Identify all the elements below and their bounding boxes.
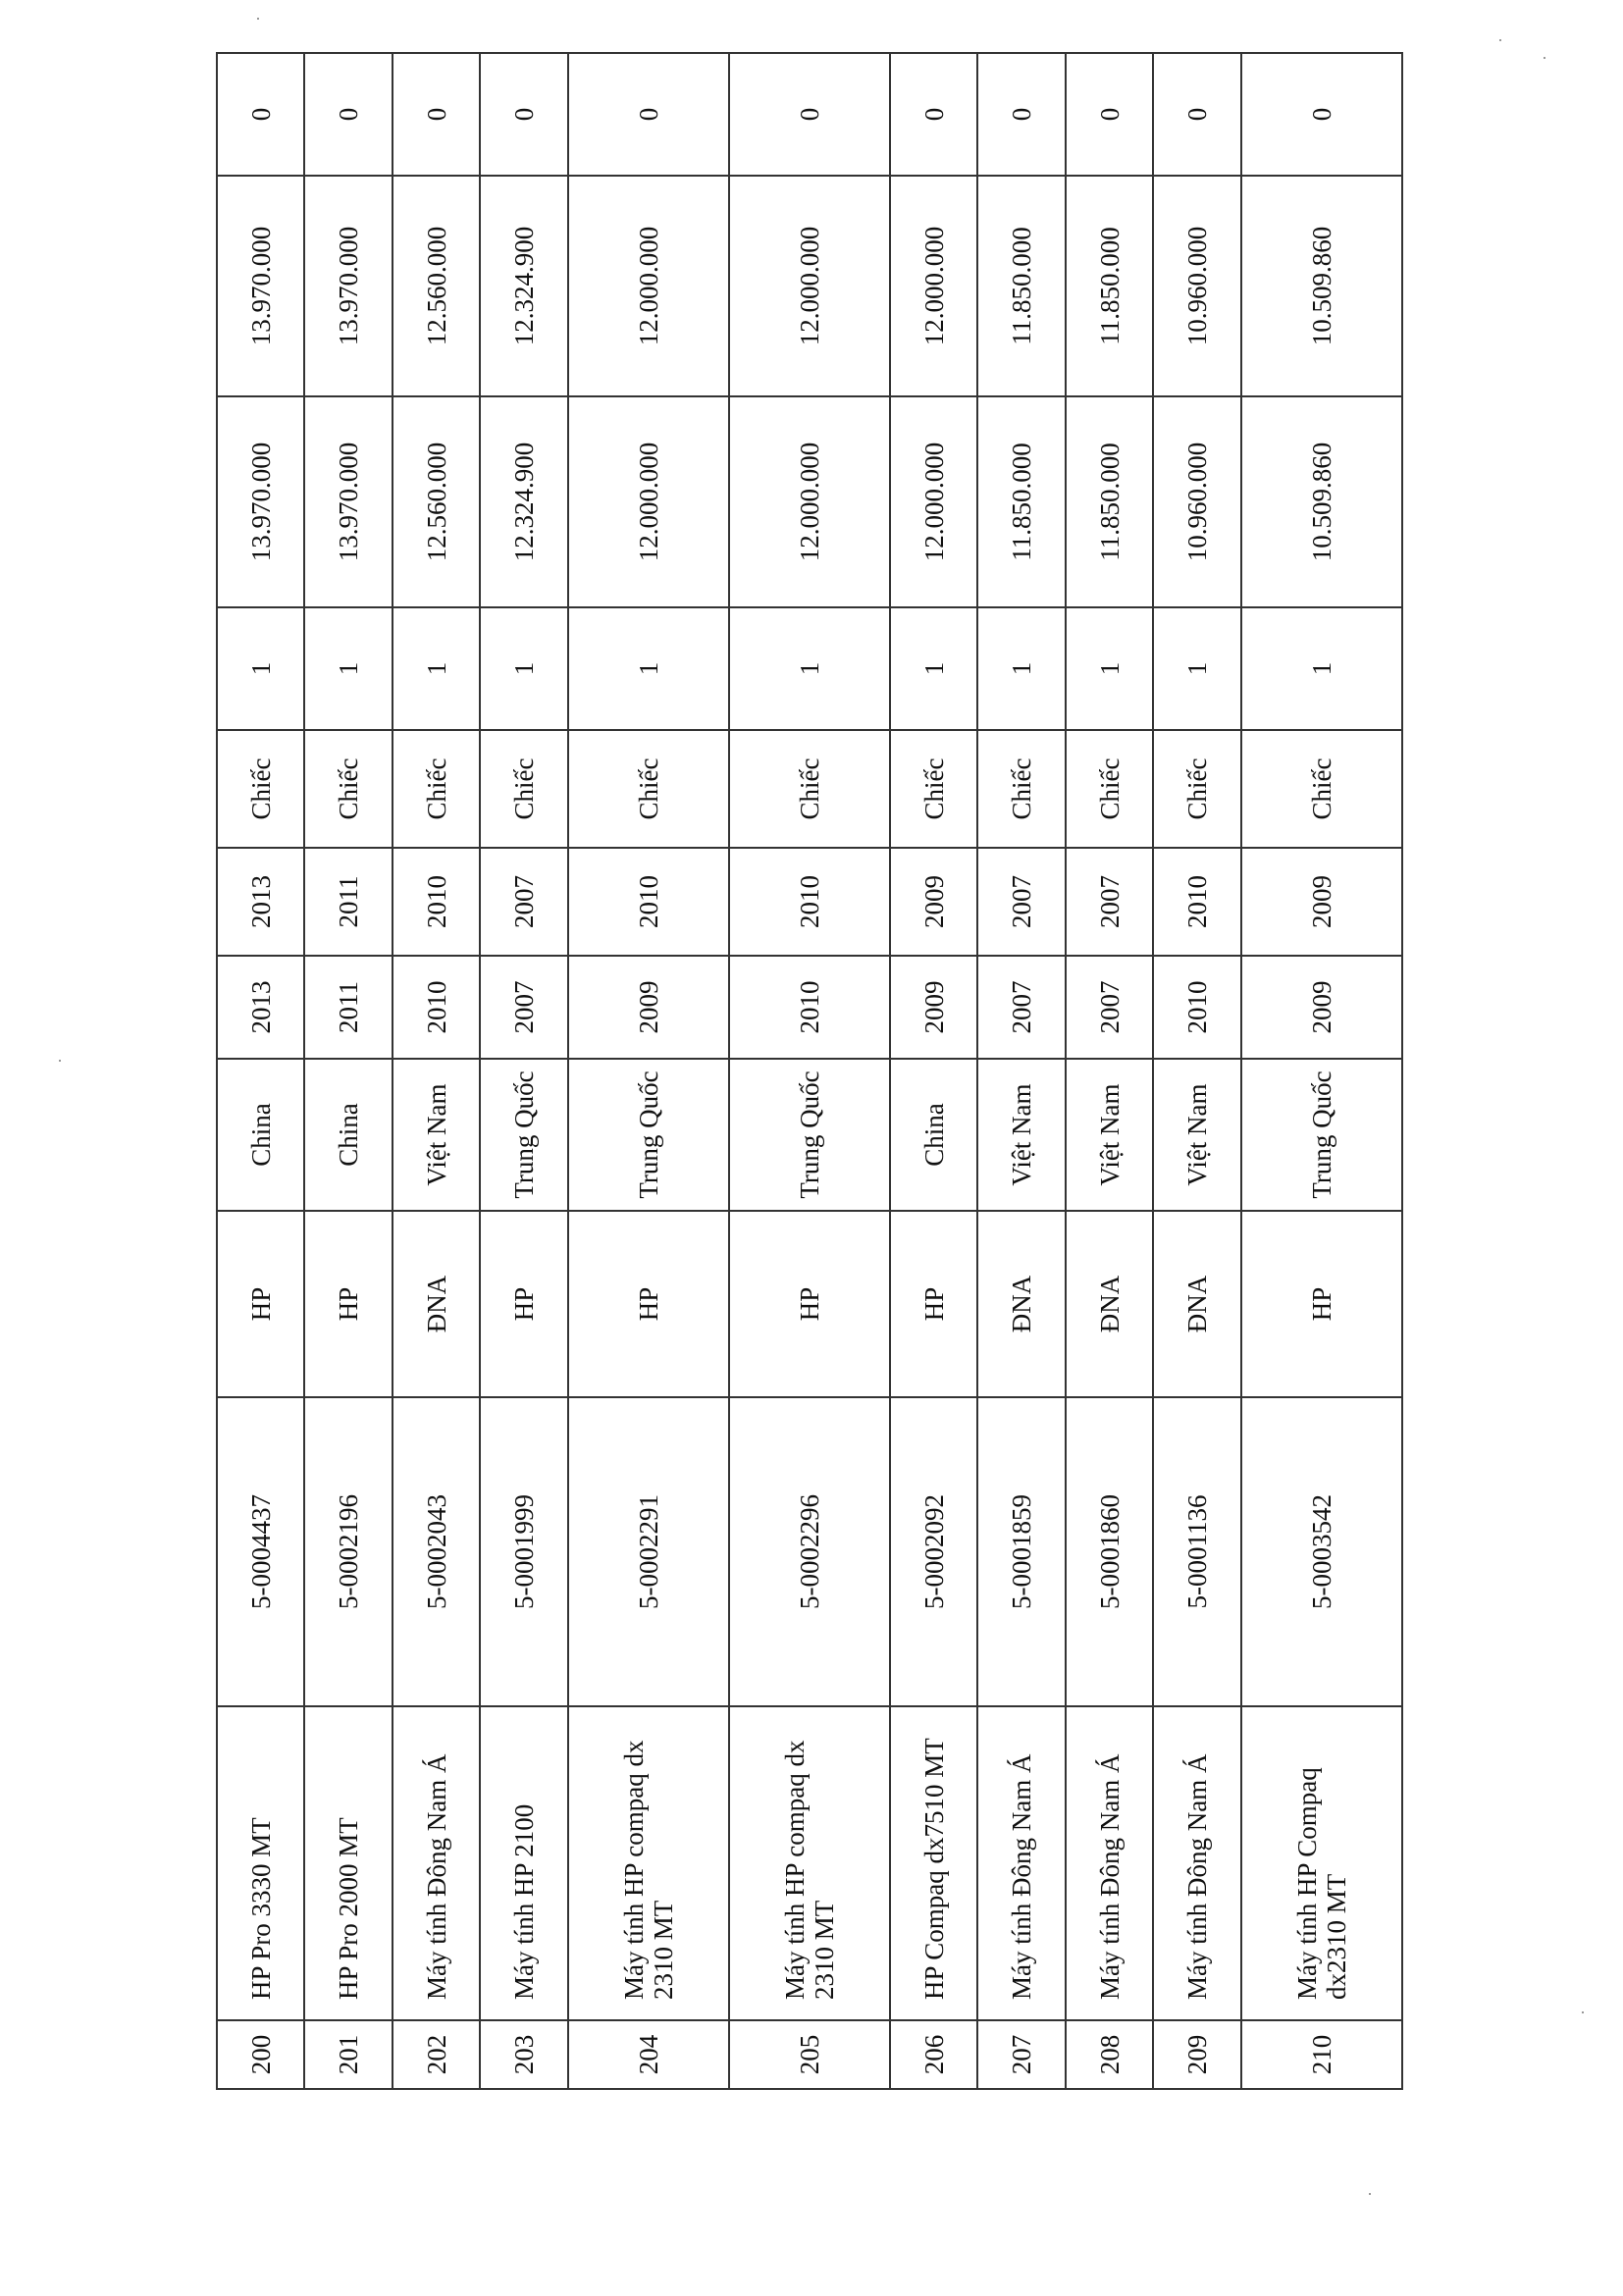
table-row [217,53,304,2089]
origin-cell: Trung Quốc [1241,1059,1402,1211]
row-number-cell: 204 [568,2020,729,2089]
year-use-cell: 2007 [480,848,567,956]
asset-code-cell: 5-0001860 [1066,1397,1153,1706]
book-value-cell: 11.850.000 [977,176,1065,396]
row-number-cell: 206 [890,2020,977,2089]
remaining-value-cell: 0 [217,53,304,176]
year-made-cell: 2011 [304,956,392,1059]
unit-cell: Chiếc [890,730,977,848]
table-row [568,53,729,2089]
asset-code-cell: 5-0002092 [890,1397,977,1706]
book-value-cell: 12.560.000 [393,176,480,396]
unit-cell: Chiếc [304,730,392,848]
origin-cell: Trung Quốc [480,1059,567,1211]
year-use-cell: 2007 [977,848,1065,956]
unit-cell: Chiếc [480,730,567,848]
asset-name-cell: Máy tính Đông Nam Á [977,1706,1065,2020]
scan-speck [1544,57,1545,59]
unit-cell: Chiếc [729,730,890,848]
table-body [217,53,1402,2089]
brand-cell: ĐNA [1153,1211,1240,1397]
book-value-cell: 13.970.000 [304,176,392,396]
asset-code-cell: 5-0002043 [393,1397,480,1706]
row-number-cell: 200 [217,2020,304,2089]
remaining-value-cell: 0 [480,53,567,176]
original-value-cell: 12.560.000 [393,396,480,607]
year-made-cell: 2007 [1066,956,1153,1059]
year-use-cell: 2010 [393,848,480,956]
remaining-value-cell: 0 [977,53,1065,176]
original-value-cell: 10.509.860 [1241,396,1402,607]
remaining-value-cell: 0 [393,53,480,176]
asset-name-cell: Máy tính HP Compaq dx2310 MT [1241,1706,1402,2020]
table-row [1241,53,1402,2089]
brand-cell: HP [568,1211,729,1397]
asset-code-cell: 5-0002296 [729,1397,890,1706]
unit-cell: Chiếc [393,730,480,848]
original-value-cell: 12.324.900 [480,396,567,607]
row-number-cell: 201 [304,2020,392,2089]
year-use-cell: 2010 [568,848,729,956]
origin-cell: Trung Quốc [568,1059,729,1211]
asset-code-cell: 5-0001136 [1153,1397,1240,1706]
remaining-value-cell: 0 [1153,53,1240,176]
year-made-cell: 2009 [568,956,729,1059]
quantity-cell: 1 [304,607,392,730]
year-made-cell: 2010 [1153,956,1240,1059]
book-value-cell: 12.000.000 [568,176,729,396]
origin-cell: Việt Nam [1066,1059,1153,1211]
year-made-cell: 2009 [890,956,977,1059]
table-row [304,53,392,2089]
asset-name-cell: HP Compaq dx7510 MT [890,1706,977,2020]
year-made-cell: 2009 [1241,956,1402,1059]
asset-name-cell: HP Pro 3330 MT [217,1706,304,2020]
brand-cell: HP [1241,1211,1402,1397]
row-number-cell: 203 [480,2020,567,2089]
quantity-cell: 1 [568,607,729,730]
asset-code-cell: 5-0002291 [568,1397,729,1706]
original-value-cell: 11.850.000 [1066,396,1153,607]
year-made-cell: 2007 [977,956,1065,1059]
remaining-value-cell: 0 [568,53,729,176]
quantity-cell: 1 [890,607,977,730]
brand-cell: ĐNA [977,1211,1065,1397]
remaining-value-cell: 0 [304,53,392,176]
year-use-cell: 2011 [304,848,392,956]
quantity-cell: 1 [393,607,480,730]
original-value-cell: 12.000.000 [890,396,977,607]
asset-name-cell: Máy tính HP compaq dx 2310 MT [729,1706,890,2020]
unit-cell: Chiếc [1153,730,1240,848]
book-value-cell: 10.960.000 [1153,176,1240,396]
origin-cell: Việt Nam [1153,1059,1240,1211]
quantity-cell: 1 [1153,607,1240,730]
brand-cell: HP [890,1211,977,1397]
scan-speck [1369,2193,1371,2195]
year-made-cell: 2010 [393,956,480,1059]
origin-cell: China [217,1059,304,1211]
year-use-cell: 2009 [1241,848,1402,956]
table-row [729,53,890,2089]
origin-cell: Trung Quốc [729,1059,890,1211]
quantity-cell: 1 [217,607,304,730]
unit-cell: Chiếc [217,730,304,848]
original-value-cell: 12.000.000 [729,396,890,607]
brand-cell: HP [480,1211,567,1397]
asset-name-cell: Máy tính Đông Nam Á [1066,1706,1153,2020]
original-value-cell: 10.960.000 [1153,396,1240,607]
row-number-cell: 209 [1153,2020,1240,2089]
brand-cell: HP [729,1211,890,1397]
quantity-cell: 1 [1241,607,1402,730]
asset-code-cell: 5-0001999 [480,1397,567,1706]
row-number-cell: 205 [729,2020,890,2089]
book-value-cell: 10.509.860 [1241,176,1402,396]
year-made-cell: 2013 [217,956,304,1059]
brand-cell: ĐNA [1066,1211,1153,1397]
brand-cell: HP [304,1211,392,1397]
brand-cell: ĐNA [393,1211,480,1397]
table-row [977,53,1065,2089]
quantity-cell: 1 [729,607,890,730]
year-made-cell: 2007 [480,956,567,1059]
scan-speck [59,1060,61,1062]
table-row [1066,53,1153,2089]
asset-name-cell: HP Pro 2000 MT [304,1706,392,2020]
asset-code-cell: 5-0001859 [977,1397,1065,1706]
asset-name-cell: Máy tính HP compaq dx 2310 MT [568,1706,729,2020]
year-use-cell: 2007 [1066,848,1153,956]
scan-speck [1582,2011,1584,2013]
book-value-cell: 11.850.000 [1066,176,1153,396]
scan-speck [1499,39,1501,41]
origin-cell: China [890,1059,977,1211]
asset-code-cell: 5-0003542 [1241,1397,1402,1706]
remaining-value-cell: 0 [1066,53,1153,176]
original-value-cell: 11.850.000 [977,396,1065,607]
asset-inventory-table [216,52,1403,2090]
row-number-cell: 208 [1066,2020,1153,2089]
asset-name-cell: Máy tính Đông Nam Á [1153,1706,1240,2020]
year-use-cell: 2010 [1153,848,1240,956]
remaining-value-cell: 0 [729,53,890,176]
table-row [1153,53,1240,2089]
year-use-cell: 2009 [890,848,977,956]
table-row [480,53,567,2089]
asset-name-cell: Máy tính Đông Nam Á [393,1706,480,2020]
scan-speck [257,18,259,20]
asset-name-cell: Máy tính HP 2100 [480,1706,567,2020]
book-value-cell: 13.970.000 [217,176,304,396]
year-use-cell: 2013 [217,848,304,956]
quantity-cell: 1 [977,607,1065,730]
unit-cell: Chiếc [1241,730,1402,848]
origin-cell: China [304,1059,392,1211]
row-number-cell: 210 [1241,2020,1402,2089]
quantity-cell: 1 [1066,607,1153,730]
unit-cell: Chiếc [1066,730,1153,848]
original-value-cell: 12.000.000 [568,396,729,607]
book-value-cell: 12.000.000 [729,176,890,396]
book-value-cell: 12.324.900 [480,176,567,396]
asset-code-cell: 5-0002196 [304,1397,392,1706]
rotated-table-sheet [216,54,1403,2090]
original-value-cell: 13.970.000 [304,396,392,607]
remaining-value-cell: 0 [890,53,977,176]
origin-cell: Việt Nam [977,1059,1065,1211]
unit-cell: Chiếc [568,730,729,848]
brand-cell: HP [217,1211,304,1397]
origin-cell: Việt Nam [393,1059,480,1211]
table-row [393,53,480,2089]
table-row [890,53,977,2089]
year-made-cell: 2010 [729,956,890,1059]
quantity-cell: 1 [480,607,567,730]
remaining-value-cell: 0 [1241,53,1402,176]
unit-cell: Chiếc [977,730,1065,848]
year-use-cell: 2010 [729,848,890,956]
book-value-cell: 12.000.000 [890,176,977,396]
original-value-cell: 13.970.000 [217,396,304,607]
row-number-cell: 207 [977,2020,1065,2089]
row-number-cell: 202 [393,2020,480,2089]
asset-code-cell: 5-0004437 [217,1397,304,1706]
